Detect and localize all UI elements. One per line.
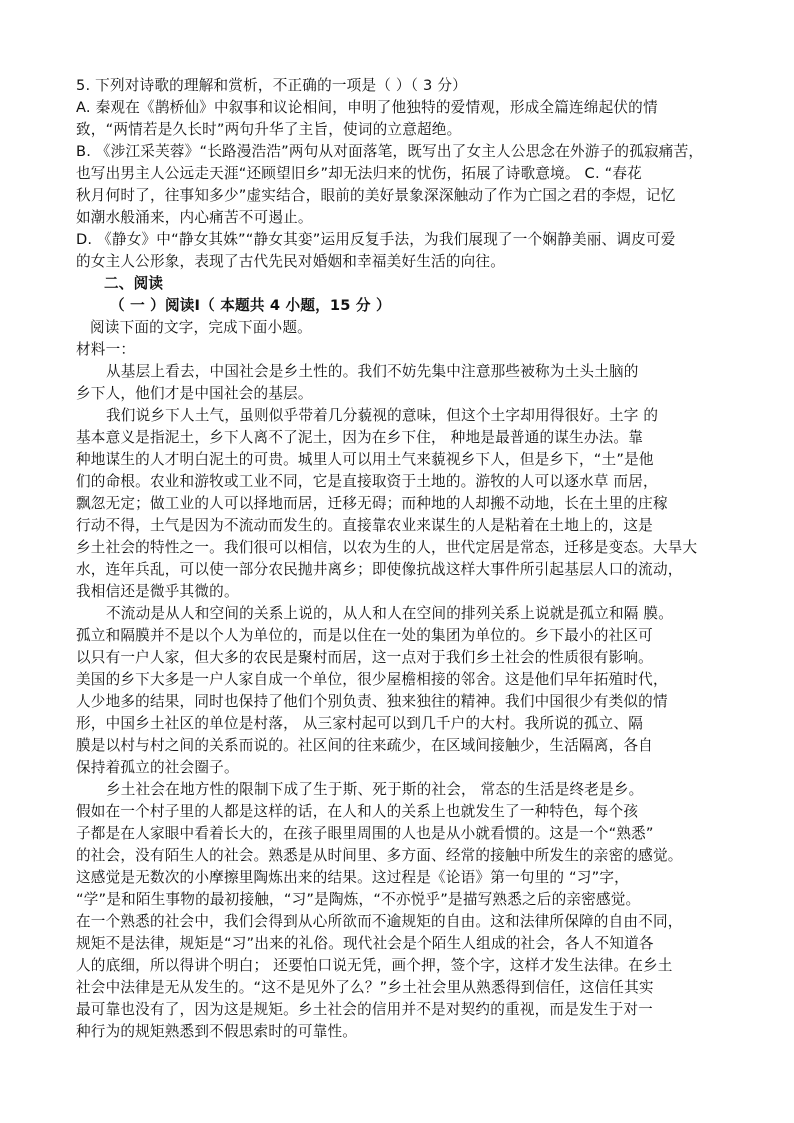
passage-line: 种地谋生的人才明白泥土的可贵。城里人可以用土气来藐视乡下人，但是乡下，“土”是他 — [76, 451, 654, 468]
option-b-line-2: 也写出男主人公远走天涯“还顾望旧乡”却无法归来的忧伤，拓展了诗歌意境。 C. “春花 — [76, 165, 642, 182]
passage-line: “学”是和陌生事物的最初接触，“习”是陶炼，“不亦悦乎”是描写熟悉之后的亲密感觉。 — [76, 891, 641, 908]
question-5-stem: 5. 下列对诗歌的理解和赏析，不正确的一项是（ ）（ 3 分） — [76, 77, 467, 94]
passage-line: 从基层上看去，中国社会是乡土性的。我们不妨先集中注意那些被称为土头土脑的 — [106, 363, 639, 380]
material-label: 材料一： — [76, 341, 136, 358]
passage-line: 人的底细，所以得讲个明白； 还要怕口说无凭，画个押，签个字，这样才发生法律。在乡土 — [76, 957, 673, 974]
passage-line: 规矩不是法律，规矩是“习”出来的礼俗。现代社会是个陌生人组成的社会，各人不知道各 — [76, 935, 654, 952]
option-d-line-2: 的女主人公形象，表现了古代先民对婚姻和幸福美好生活的向往。 — [76, 253, 506, 270]
passage-line: 形，中国乡土社区的单位是村落， 从三家村起可以到几千户的大村。我所说的孤立、隔 — [76, 715, 644, 732]
passage-line: 乡土社会在地方性的限制下成了生于斯、死于斯的社会， 常态的生活是终老是乡。 — [106, 781, 644, 798]
passage-line: 在一个熟悉的社会中，我们会得到从心所欲而不逾规矩的自由。这和法律所保障的自由不同， — [76, 913, 683, 930]
passage-line: 假如在一个村子里的人都是这样的话，在人和人的关系上也就发生了一种特色，每个孩 — [76, 803, 639, 820]
option-c-line-1: 秋月何时了，往事知多少”虚实结合，眼前的美好景象深深触动了作为亡国之君的李煜，记忆 — [76, 187, 676, 204]
passage-line: 不流动是从人和空间的关系上说的，从人和人在空间的排列关系上说就是孤立和隔 膜。 — [106, 605, 674, 622]
passage-line: 保持着孤立的社会圈子。 — [76, 759, 239, 776]
passage-line: 飘忽无定；做工业的人可以择地而居，迁移无碍；而种地的人却搬不动地，长在土里的庄稼 — [76, 495, 668, 512]
passage-line: 最可靠也没有了，因为这是规矩。乡土社会的信用并不是对契约的重视，而是发生于对一 — [76, 1001, 653, 1018]
passage-line: 行动不得，土气是因为不流动而发生的。直接靠农业来谋生的人是粘着在土地上的，这是 — [76, 517, 653, 534]
passage-line: 膜是以村与村之间的关系而说的。社区间的往来疏少，在区域间接触少，生活隔离，各自 — [76, 737, 653, 754]
passage-line: 人少地多的结果，同时也保持了他们个别负责、独来独往的精神。我们中国很少有类似的情 — [76, 693, 668, 710]
passage-line: 乡土社会的特性之一。我们很可以相信，以农为生的人，世代定居是常态，迁移是变态。大旱大 — [76, 539, 698, 556]
passage-line: 基本意义是指泥土，乡下人离不了泥土，因为在乡下住， 种地是最普通的谋生办法。靠 — [76, 429, 644, 446]
passage-line: 水，连年兵乱，可以使一部分农民抛井离乡；即使像抗战这样大事件所引起基层人口的流动， — [76, 561, 683, 578]
passage-line: 的社会，没有陌生人的社会。熟悉是从时间里、多方面、经常的接触中所发生的亲密的感觉。 — [76, 847, 683, 864]
passage-line: 种行为的规矩熟悉到不假思索时的可靠性。 — [76, 1023, 358, 1040]
passage-line: 社会中法律是无从发生的。“这不是见外了么？”乡土社会里从熟悉得到信任，这信任其实 — [76, 979, 654, 996]
passage-line: 们的命根。农业和游牧或工业不同，它是直接取资于土地的。游牧的人可以逐水草 而居， — [76, 473, 658, 490]
passage-line: 我们说乡下人土气，虽则似乎带着几分藐视的意味，但这个土字却用得很好。土字 的 — [106, 407, 659, 424]
option-b-line-1: B. 《涉江采芙蓉》“长路漫浩浩”两句从对面落笔，既写出了女主人公思念在外游子的孤寂痛苦， — [76, 143, 704, 160]
passage-line: 子都是在人家眼中看着长大的，在孩子眼里周围的人也是从小就看惯的。这是一个“熟悉” — [76, 825, 654, 842]
passage-line: 乡下人，他们才是中国社会的基层。 — [76, 385, 313, 402]
option-a-line-2: 致，“两情若是久长时”两句升华了主旨，使词的立意超绝。 — [76, 121, 462, 138]
section-subtitle: （ 一 ）阅读Ⅰ（ 本题共 4 小题，15 分 ） — [110, 297, 391, 314]
option-c-line-2: 如潮水般涌来，内心痛苦不可遏止。 — [76, 209, 313, 226]
passage-line: 孤立和隔膜并不是以个人为单位的，而是以住在一处的集团为单位的。乡下最小的社区可 — [76, 627, 653, 644]
section-title: 二、阅读 — [104, 275, 164, 292]
option-a-line-1: A. 秦观在《鹊桥仙》中叙事和议论相间，申明了他独特的爱情观，形成全篇连绵起伏的情 — [76, 99, 658, 116]
passage-line: 以只有一户人家，但大多的农民是聚村而居，这一点对于我们乡土社会的性质很有影响。 — [76, 649, 653, 666]
option-d-line-1: D. 《静女》中“静女其姝”“静女其娈”运用反复手法，为我们展现了一个娴静美丽、调皮可爱 — [76, 231, 676, 248]
passage-line: 我相信还是微乎其微的。 — [76, 583, 239, 600]
passage-line: 美国的乡下大多是一户人家自成一个单位，很少屋檐相接的邻舍。这是他们早年拓殖时代， — [76, 671, 668, 688]
reading-instruction: 阅读下面的文字，完成下面小题。 — [90, 319, 312, 336]
passage-line: 这感觉是无数次的小摩擦里陶炼出来的结果。这过程是《论语》第一句里的 “习”字， — [76, 869, 629, 886]
